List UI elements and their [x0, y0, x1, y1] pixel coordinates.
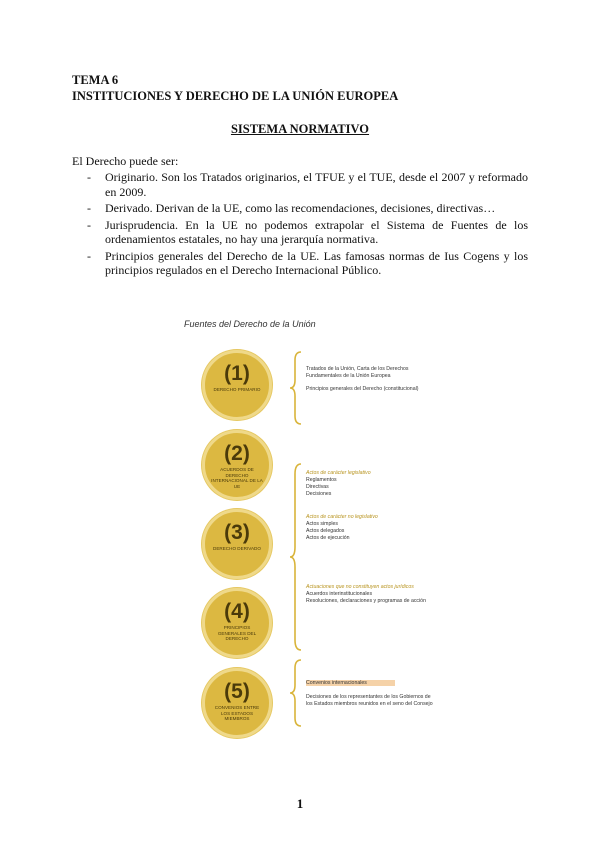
section-title: SISTEMA NORMATIVO: [230, 122, 370, 136]
legislative-acts-group: [306, 470, 436, 498]
group-category: Actos de carácter no legislativo: [306, 514, 378, 520]
topic-number: TEMA 6: [72, 73, 119, 87]
group-item: Actos de ejecución: [306, 535, 350, 541]
circle-label: DERECHO PRIMARIO: [213, 387, 261, 392]
list-item-text: Jurisprudencia. En la UE no podemos extrapolar el Sistema de Fuentes de los ordenamientos estatales, no hay una jerarquía normativa.: [105, 217, 528, 246]
list-dash: -: [87, 170, 91, 184]
group-item: Resoluciones, declaraciones y programas de acción: [306, 598, 426, 604]
brace-convenios: [289, 658, 303, 728]
circle-acuerdos-internacionales: [202, 430, 272, 500]
circle-derecho-derivado: [202, 509, 272, 579]
non-legal-acts-group: [306, 584, 436, 605]
group-category: Actuaciones que no constituyen actos jurídicos: [306, 584, 414, 590]
sources-list: [72, 170, 528, 280]
intro-text: El Derecho puede ser:: [72, 154, 179, 168]
group-item: Directivas: [306, 484, 329, 490]
list-item: [72, 170, 528, 199]
conventions-text: [306, 680, 436, 708]
list-item: [72, 249, 528, 278]
non-legislative-acts-group: [306, 514, 436, 542]
sources-diagram: [175, 312, 435, 732]
circle-number: (4): [224, 600, 250, 623]
circle-number: (5): [224, 680, 250, 703]
primary-sources-text: [306, 366, 436, 393]
primary-item: Tratados de la Unión, Carta de los Derechos Fundamentales de la Unión Europea: [306, 366, 409, 379]
circle-number: (2): [224, 442, 250, 465]
brace-primario: [289, 350, 303, 426]
page-number: 1: [296, 796, 304, 811]
list-item-text: Derivado. Derivan de la UE, como las recomendaciones, decisiones, directivas…: [105, 201, 496, 215]
circle-derecho-primario: [202, 350, 272, 420]
list-item: [72, 201, 528, 216]
list-item: [72, 218, 528, 247]
group-item: Actos simples: [306, 521, 338, 527]
topic-title: INSTITUCIONES Y DERECHO DE LA UNIÓN EUROPEA: [72, 89, 399, 103]
list-item-text: Principios generales del Derecho de la UE. Las famosas normas de Ius Cogens y los principios regulados en el Derecho Internacional Público.: [105, 248, 528, 277]
list-dash: -: [87, 217, 91, 232]
diagram-title: Fuentes del Derecho de la Unión: [184, 319, 316, 329]
primary-item: Principios generales del Derecho (constitucional): [306, 386, 419, 392]
group-category: Actos de carácter legislativo: [306, 470, 371, 476]
group-item: Acuerdos interinstitucionales: [306, 591, 373, 597]
circle-label: PRINCIPIOS GENERALES DEL DERECHO: [217, 625, 257, 642]
document-header: [72, 72, 398, 104]
circle-label: DERECHO DERIVADO: [213, 546, 261, 551]
brace-derivado: [289, 462, 303, 652]
group-item: Reglamentos: [306, 477, 337, 483]
group-item: Decisiones: [306, 491, 332, 497]
list-dash: -: [87, 201, 91, 215]
conventions-item: Decisiones de los representantes de los Gobiernos de los Estados miembros reunidos en el seno del Consejo: [306, 694, 433, 707]
circle-label: ACUERDOS DE DERECHO INTERNACIONAL DE LA UE: [211, 467, 263, 489]
conventions-item: Convenios internacionales: [306, 680, 395, 686]
circle-convenios: [202, 668, 272, 738]
circle-number: (1): [224, 362, 250, 385]
circle-number: (3): [224, 521, 250, 544]
circle-label: CONVENIOS ENTRE LOS ESTADOS MIEMBROS: [214, 705, 260, 722]
circle-principios-generales: [202, 588, 272, 658]
list-item-text: Originario. Son los Tratados originarios, el TFUE y el TUE, desde el 2007 y reformado en 2009.: [105, 170, 528, 199]
group-item: Actos delegados: [306, 528, 345, 534]
list-dash: -: [87, 248, 91, 263]
